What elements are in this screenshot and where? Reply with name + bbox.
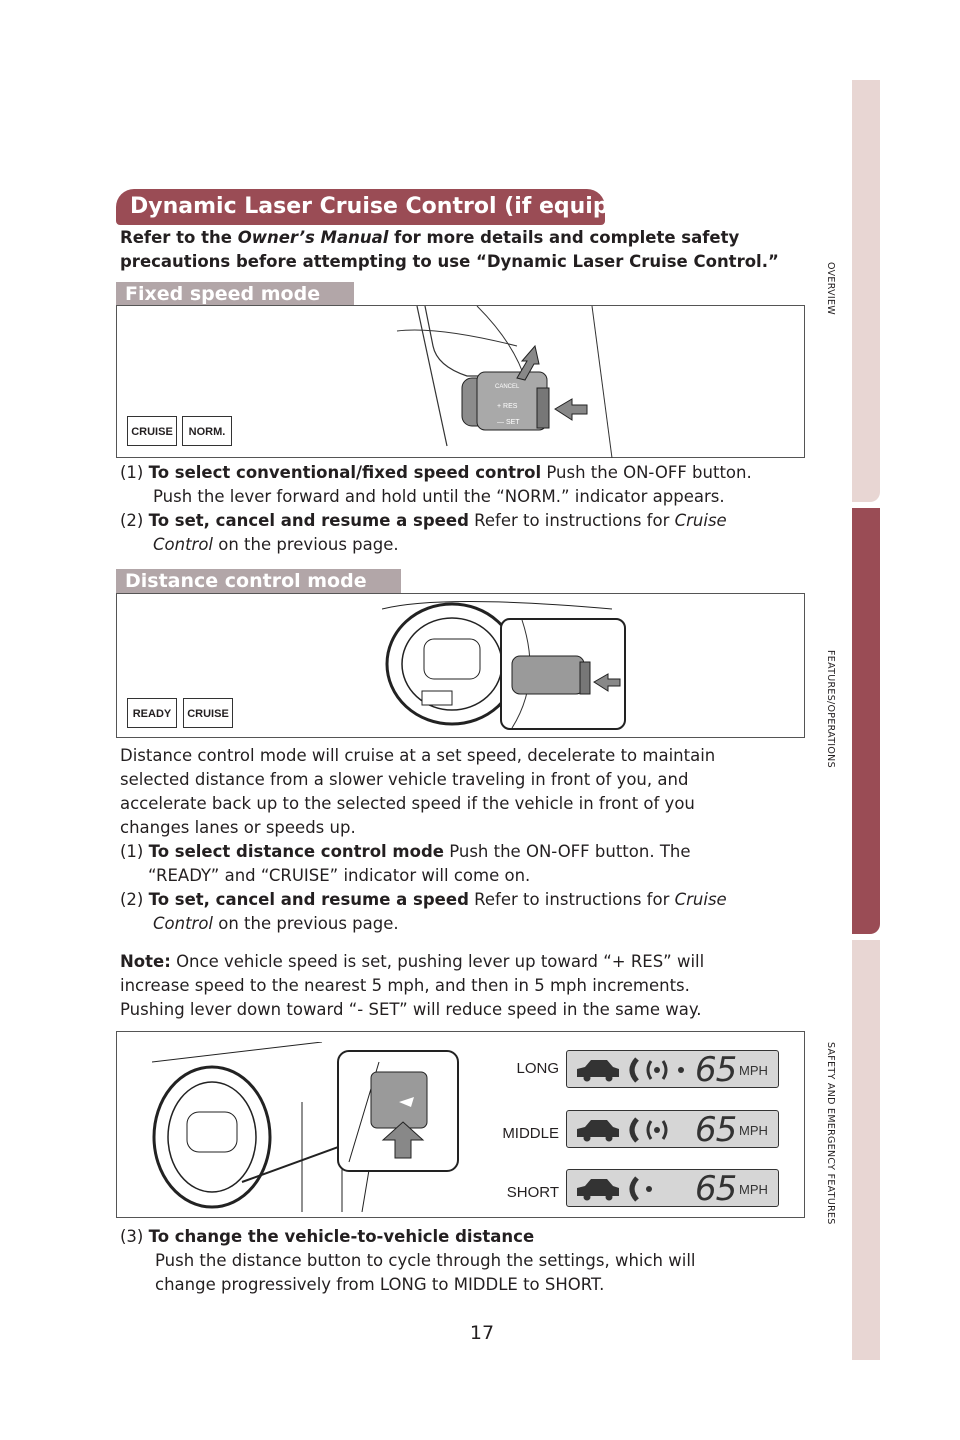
lever-closeup [500,618,626,730]
distance-button[interactable] [371,1072,427,1128]
short-label: SHORT [506,1184,559,1201]
cruise-indicator: CRUISE [127,416,177,446]
long-label: LONG [516,1060,559,1077]
note-line-2: increase speed to the nearest 5 mph, and then in 5 mph increments. [120,976,690,995]
long-unit: MPH [739,1063,768,1078]
distance-button-closeup [337,1050,459,1172]
car-distance-middle-icon [575,1117,695,1143]
distance-step-3-line-3: change progressively from LONG to MIDDLE to SHORT. [155,1275,605,1294]
short-speed: 65 [695,1169,737,1209]
distance-step-1-line-2: “READY” and “CRUISE” indicator will come on. [148,866,531,885]
side-label-overview: OVERVIEW [825,262,836,315]
note-line-1: Note: Once vehicle speed is set, pushing lever up toward “+ RES” will [120,952,705,971]
middle-label: MIDDLE [502,1125,559,1142]
fixed-step-1-line-2: Push the lever forward and hold until the “NORM.” indicator appears. [153,487,725,506]
push-button-arrow-icon-2 [594,674,620,691]
middle-unit: MPH [739,1123,768,1138]
tab-features[interactable] [852,508,880,934]
cruise-lever-drawing [377,306,707,458]
distance-step-2-line-2: Control on the previous page. [153,914,399,933]
norm-indicator: NORM. [182,416,232,446]
distance-desc-3: accelerate back up to the selected speed if the vehicle in front of you [120,794,695,813]
long-distance-display [566,1050,779,1088]
note-line-3: Pushing lever down toward “- SET” will reduce speed in the same way. [120,1000,702,1019]
fixed-step-2: (2) To set, cancel and resume a speed Refer to instructions for Cruise [120,511,727,530]
distance-desc-1: Distance control mode will cruise at a set speed, decelerate to maintain [120,746,716,765]
short-unit: MPH [739,1182,768,1197]
page-title: Dynamic Laser Cruise Control (if equipped) [116,189,605,225]
middle-distance-display [566,1110,779,1148]
fixed-step-1: (1) To select conventional/fixed speed control Push the ON-OFF button. [120,463,752,482]
fixed-speed-header: Fixed speed mode [116,282,354,306]
distance-step-1: (1) To select distance control mode Push the ON-OFF button. The [120,842,691,861]
intro-line-2: precautions before attempting to use “Dynamic Laser Cruise Control.” [120,252,779,271]
short-distance-display [566,1169,779,1207]
distance-step-3-line-2: Push the distance button to cycle through the settings, which will [155,1251,696,1270]
page-number: 17 [469,1322,495,1344]
lever-set-label: — SET [497,419,520,426]
distance-mode-header: Distance control mode [116,569,401,593]
lever-res-label: + RES [497,403,518,410]
distance-desc-4: changes lanes or speeds up. [120,818,356,837]
car-distance-short-icon [575,1176,695,1202]
push-button-arrow-icon [555,399,587,420]
fixed-step-2-line-2: Control on the previous page. [153,535,399,554]
side-label-features: FEATURES/OPERATIONS [825,650,836,768]
tab-safety[interactable] [852,940,880,1360]
intro-line-1: Refer to the Owner’s Manual for more details and complete safety [120,228,740,247]
distance-mode-illustration [116,593,805,738]
tab-overview[interactable] [852,80,880,502]
ready-indicator: READY [127,698,177,728]
lever-cancel-label: CANCEL [495,384,520,390]
long-speed: 65 [695,1050,737,1090]
car-distance-long-icon [575,1057,695,1083]
distance-step-3: (3) To change the vehicle-to-vehicle distance [120,1227,535,1246]
fixed-speed-illustration [116,305,805,458]
distance-desc-2: selected distance from a slower vehicle traveling in front of you, and [120,770,689,789]
cruise-indicator-2: CRUISE [183,698,233,728]
middle-speed: 65 [695,1110,737,1150]
side-label-safety: SAFETY AND EMERGENCY FEATURES [825,1042,836,1225]
distance-step-2: (2) To set, cancel and resume a speed Refer to instructions for Cruise [120,890,727,909]
